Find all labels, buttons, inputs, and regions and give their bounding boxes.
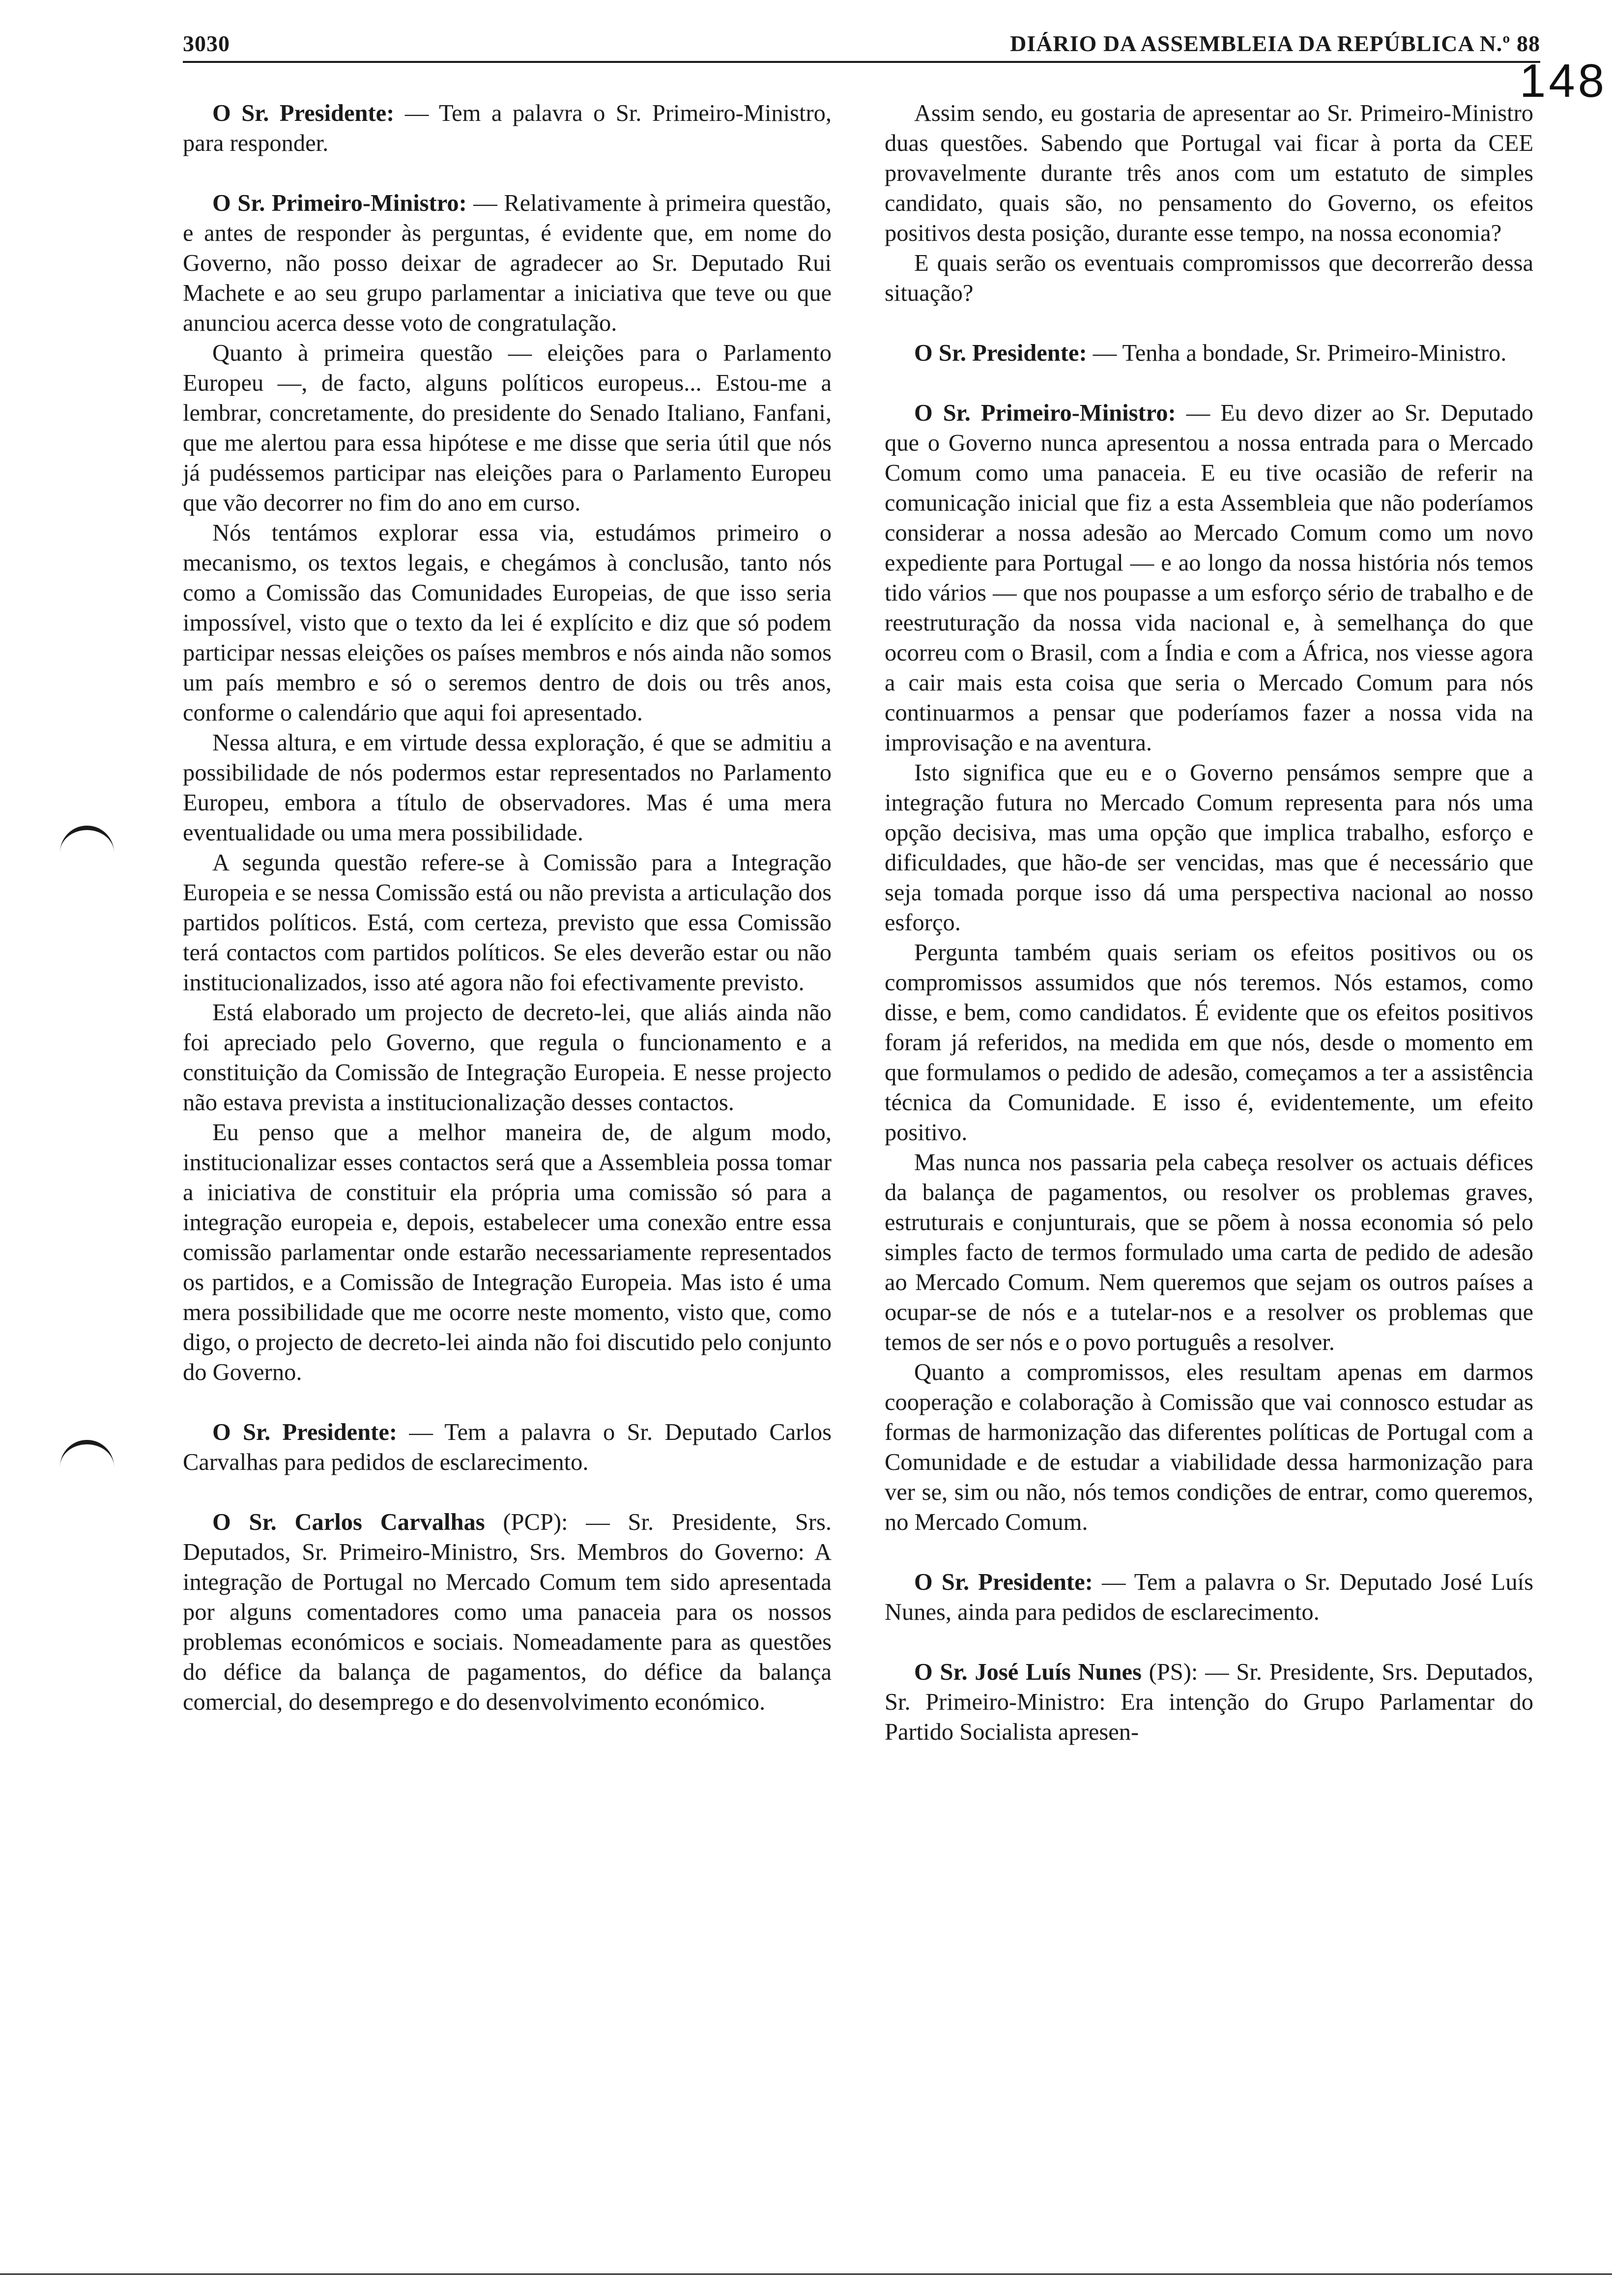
speech-text: — Relativamente à primeira questão, e antes de responder às perguntas, é evidente que, em nome do Governo, não posso deixar de agradecer ao Sr. Deputado Rui Machete e ao seu grupo parlamentar a iniciativa que teve ou que anunciou acerca desse voto de congratulação.	[183, 190, 832, 336]
speech-paragraph	[885, 338, 1533, 368]
speech-text: — Tem a palavra o Sr. Primeiro-Ministro, para responder.	[183, 100, 832, 156]
speaker-name: O Sr. Primeiro-Ministro:	[212, 190, 467, 216]
speech-text: (PCP): — Sr. Presidente, Srs. Deputados, Sr. Primeiro-Ministro, Srs. Membros do Governo: A integração de Portugal no Mercado Comum tem sido apresentada por alguns comentadores como uma panaceia para os nossos problemas económicos e sociais. Nomeadamente para as questões do défice da balança de pagamentos, do défice da balança comercial, do desemprego e do desenvolvimento económico.	[183, 1509, 832, 1715]
speech-paragraph	[885, 1567, 1533, 1627]
body-paragraph: Mas nunca nos passaria pela cabeça resolver os actuais défices da balança de pagamentos, ou resolver os problemas graves, estruturais e conjunturais, que se põem à nossa economia só pelo simples facto de termos formulado uma carta de pedido de adesão ao Mercado Comum. Nem queremos que sejam os outros países a ocupar-se de nós e a tutelar-nos e a resolver os problemas que temos de ser nós e o povo português a resolver.	[885, 1149, 1533, 1355]
paragraph-gap	[183, 1387, 832, 1417]
body-paragraph: A segunda questão refere-se à Comissão para a Integração Europeia e se nessa Comissão está ou não prevista a articulação dos partidos políticos. Está, com certeza, previsto que essa Comissão terá contactos com partidos políticos. Se eles deverão estar ou não institucionalizados, isso até agora não foi efectivamente previsto.	[183, 850, 832, 996]
body-paragraph: Nessa altura, e em virtude dessa exploração, é que se admitiu a possibilidade de nós podermos estar representados no Parlamento Europeu, embora a título de observadores. Mas é uma mera eventualidade ou uma mera possibilidade.	[183, 730, 832, 846]
body-paragraph: Nós tentámos explorar essa via, estudámos primeiro o mecanismo, os textos legais, e chegámos à conclusão, tanto nós como a Comissão das Comunidades Europeias, de que isso seria impossível, visto que o texto da lei é explícito e diz que só podem participar nessas eleições os países membros e nós ainda não somos um país membro e só o seremos dentro de dois ou três anos, conforme o calendário que aqui foi apresentado.	[183, 520, 832, 726]
body-paragraph: E quais serão os eventuais compromissos que decorrerão dessa situação?	[885, 250, 1533, 306]
header-rule	[183, 61, 1540, 63]
body-paragraph: Assim sendo, eu gostaria de apresentar ao Sr. Primeiro-Ministro duas questões. Sabendo que Portugal vai ficar à porta da CEE provavelmente durante três anos com um estatuto de simples candidato, quais são, no pensamento do Governo, os efeitos positivos desta posição, durante esse tempo, na nossa economia?	[885, 100, 1533, 246]
speech-paragraph	[183, 98, 832, 158]
speaker-name: O Sr. Presidente:	[212, 1419, 398, 1445]
body-paragraph: Isto significa que eu e o Governo pensámos sempre que a integração futura no Mercado Comum representa para nós uma opção decisiva, mas uma opção que implica trabalho, esforço e dificuldades, que hão-de ser vencidas, mas que é necessário que seja tomada porque isso dá uma perspectiva nacional ao nosso esforço.	[885, 760, 1533, 936]
speaker-name: O Sr. Presidente:	[212, 100, 395, 126]
body-paragraph: Pergunta também quais seriam os efeitos positivos ou os compromissos assumidos que nós teremos. Nós estamos, como disse, e bem, como candidatos. É evidente que os efeitos positivos foram já referidos, na medida em que nós, desde o momento em que formulamos o pedido de adesão, começamos a ter a assistência técnica da Comunidade. E isso é, evidentemente, um efeito positivo.	[885, 940, 1533, 1146]
body-paragraph: Quanto a compromissos, eles resultam apenas em darmos cooperação e colaboração à Comissão que vai connosco estudar as formas de harmonização das diferentes políticas de Portugal com a Comunidade e de estudar a viabilidade dessa harmonização para ver se, sim ou não, nós temos condições de entrar, como queremos, no Mercado Comum.	[885, 1359, 1533, 1535]
speech-paragraph	[183, 1507, 832, 1717]
speech-paragraph	[183, 188, 832, 338]
speaker-name: O Sr. Carlos Carvalhas	[212, 1509, 485, 1535]
speech-text: (PS): — Sr. Presidente, Srs. Deputados, Sr. Primeiro-Ministro: Era intenção do Grupo Parlamentar do Partido Socialista apresen-	[885, 1659, 1534, 1745]
punch-hole-mark	[60, 826, 114, 860]
body-paragraph: Eu penso que a melhor maneira de, de algum modo, institucionalizar esses contactos será que a Assembleia possa tomar a iniciativa de constituir ela própria uma comissão só para a integração europeia e, depois, estabelecer uma conexão entre essa comissão parlamentar onde estarão necessariamente representados os partidos, e a Comissão de Integração Europeia. Mas isto é uma mera possibilidade que me ocorre neste momento, visto que, como digo, o projecto de decreto-lei ainda não foi discutido pelo conjunto do Governo.	[183, 1119, 832, 1385]
page-number: 3030	[183, 31, 230, 56]
speech-paragraph	[885, 1657, 1533, 1747]
speech-text: — Eu devo dizer ao Sr. Deputado que o Governo nunca apresentou a nossa entrada para o Mercado Comum como uma panaceia. E eu tive ocasião de referir na comunicação inicial que fiz a esta Assembleia que não poderíamos considerar a nossa adesão ao Mercado Comum como um novo expediente para Portugal — e ao longo da nossa história nós temos tido vários — que nos poupasse a um esforço sério de trabalho e de reestruturação da nossa vida nacional e, à semelhança do que ocorreu com o Brasil, com a Índia e com a África, nos viesse agora a cair mais esta coisa que seria o Mercado Comum para nós continuarmos a pensar que poderíamos fazer a nossa vida na improvisação e na aventura.	[885, 400, 1534, 756]
speaker-name: O Sr. Presidente:	[914, 1569, 1093, 1595]
body-paragraph: Está elaborado um projecto de decreto-lei, que aliás ainda não foi apreciado pelo Governo, que regula o funcionamento e a constituição da Comissão de Integração Europeia. E nesse projecto não estava prevista a institucionalização desses contactos.	[183, 1000, 832, 1116]
speech-text: — Tem a palavra o Sr. Deputado José Luís Nunes, ainda para pedidos de esclarecimento.	[885, 1569, 1533, 1625]
bottom-rule	[0, 2273, 1612, 2275]
publication-title: DIÁRIO DA ASSEMBLEIA DA REPÚBLICA N.º 88	[1010, 31, 1540, 56]
speech-text: — Tem a palavra o Sr. Deputado Carlos Carvalhas para pedidos de esclarecimento.	[183, 1419, 832, 1475]
speaker-name: O Sr. José Luís Nunes	[914, 1659, 1142, 1685]
punch-hole-mark	[60, 1440, 114, 1474]
folio-number: 148	[1519, 55, 1607, 107]
speaker-name: O Sr. Primeiro-Ministro:	[914, 400, 1176, 426]
speaker-name: O Sr. Presidente:	[914, 340, 1087, 366]
speech-paragraph	[885, 398, 1533, 758]
body-paragraph: Quanto à primeira questão — eleições para o Parlamento Europeu —, de facto, alguns políticos europeus... Estou-me a lembrar, concretamente, do presidente do Senado Italiano, Fanfani, que me alertou para essa hipótese e me disse que seria útil que nós já pudéssemos participar nas eleições para o Parlamento Europeu que vão decorrer no fim do ano em curso.	[183, 340, 832, 516]
speech-paragraph	[183, 1417, 832, 1477]
right-column	[885, 98, 1533, 1747]
speech-text: — Tenha a bondade, Sr. Primeiro-Ministro.	[1093, 340, 1507, 366]
left-column	[183, 98, 832, 1717]
